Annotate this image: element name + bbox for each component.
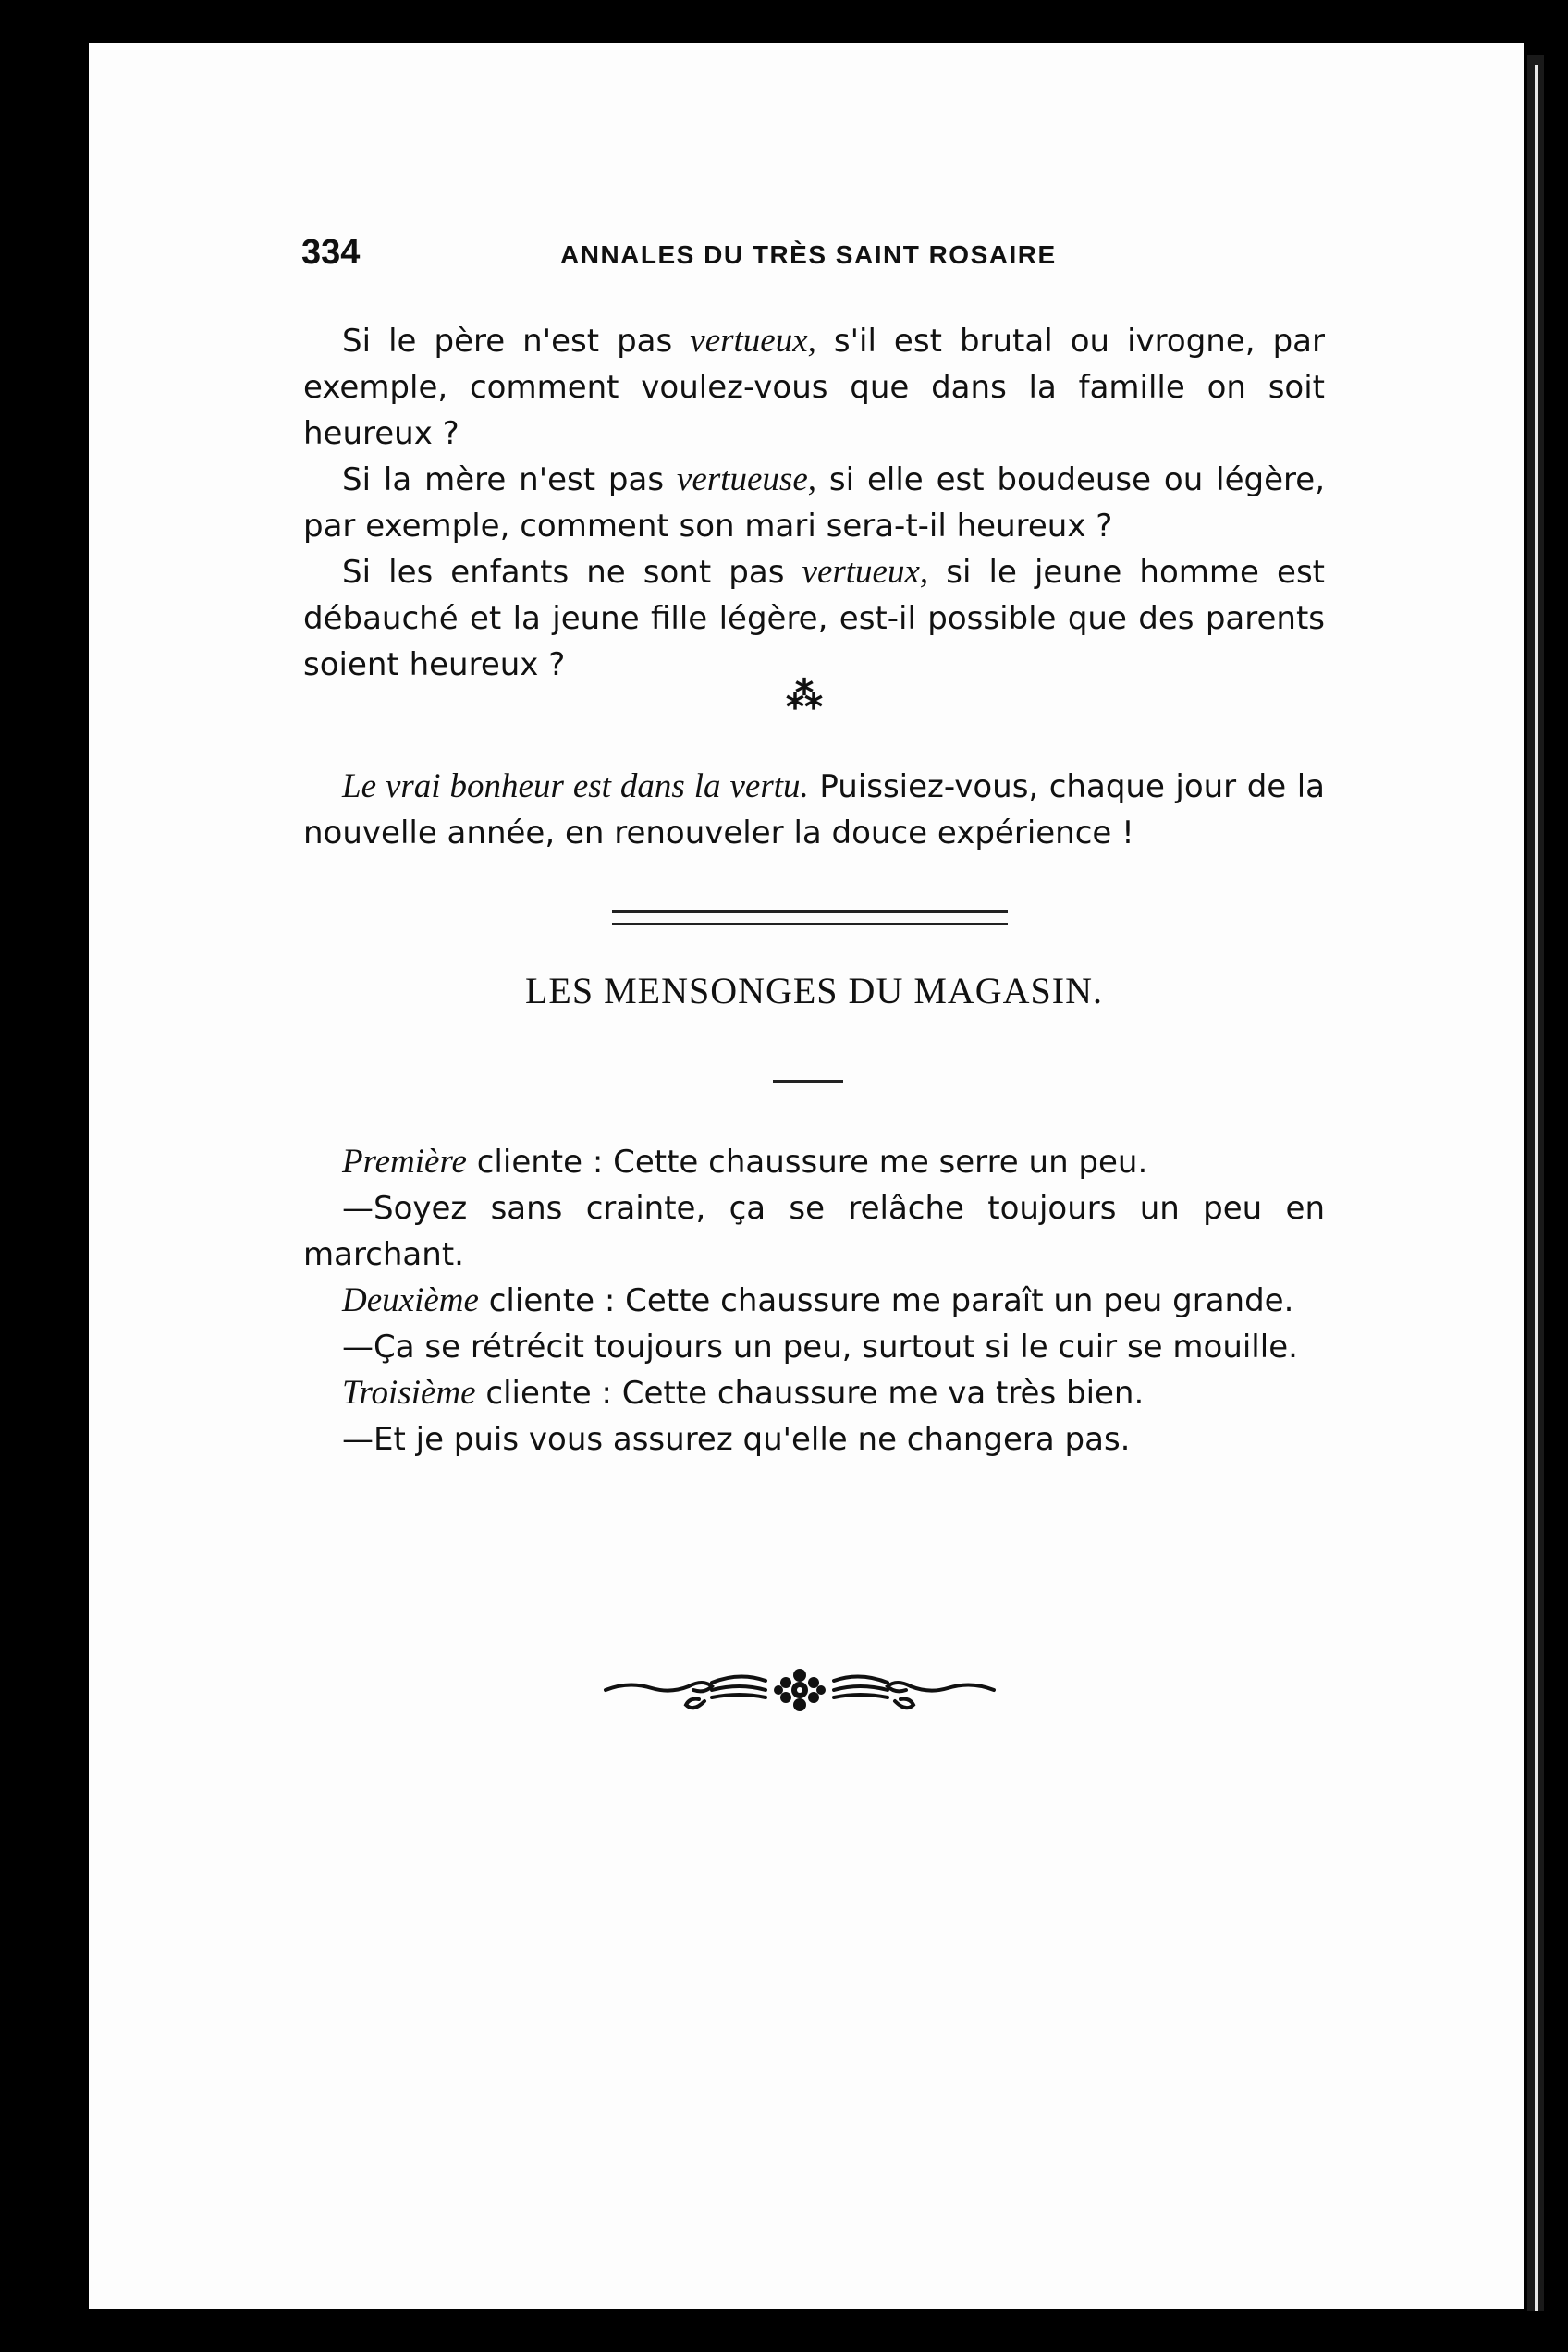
section-title: LES MENSONGES DU MAGASIN.	[524, 970, 1104, 1011]
page-edge-line	[1535, 65, 1538, 2311]
running-header	[301, 233, 1328, 279]
dialogue-line: —Soyez sans crainte, ça se relâche toujours un peu en marchant.	[303, 1190, 1325, 1273]
dialogue-line: Troisième cliente : Cette chaussure me va très bien.	[342, 1374, 1145, 1412]
running-title: ANNALES DU TRÈS SAINT ROSAIRE	[560, 240, 1057, 269]
paragraph: Le vrai bonheur est dans la vertu. Puissiez-vous, chaque jour de la nouvelle année, en renouveler la douce expérience !	[303, 767, 1325, 851]
asterism: ⁂	[786, 676, 821, 717]
double-rule-top	[612, 910, 1008, 913]
body-text-top	[303, 318, 1325, 688]
paragraph: Si le père n'est pas vertueux, s'il est brutal ou ivrogne, par exemple, comment voulez-vous que dans la famille on soit heureux ?	[303, 322, 1326, 452]
dialogue-line: Première cliente : Cette chaussure me serre un peu.	[342, 1143, 1148, 1181]
dialogue-text	[303, 1139, 1325, 1463]
dialogue-line: Deuxième cliente : Cette chaussure me paraît un peu grande.	[342, 1281, 1294, 1319]
dialogue-line: —Et je puis vous assurez qu'elle ne changera pas.	[342, 1421, 1131, 1458]
paragraph: Si la mère n'est pas vertueuse, si elle est boudeuse ou légère, par exemple, comment son mari sera-t-il heureux ?	[303, 460, 1326, 545]
dialogue-line: —Ça se rétrécit toujours un peu, surtout si le cuir se mouille.	[342, 1329, 1298, 1366]
double-rule-bottom	[612, 923, 1008, 925]
paragraph: Si les enfants ne sont pas vertueux, si le jeune homme est débauché et la jeune fille légère, est-il possible que des parents soient heureux ?	[303, 553, 1325, 683]
short-rule	[773, 1080, 843, 1083]
floral-tailpiece-icon	[601, 1655, 998, 1720]
page-number: 334	[301, 233, 361, 272]
closing-text	[303, 764, 1325, 856]
